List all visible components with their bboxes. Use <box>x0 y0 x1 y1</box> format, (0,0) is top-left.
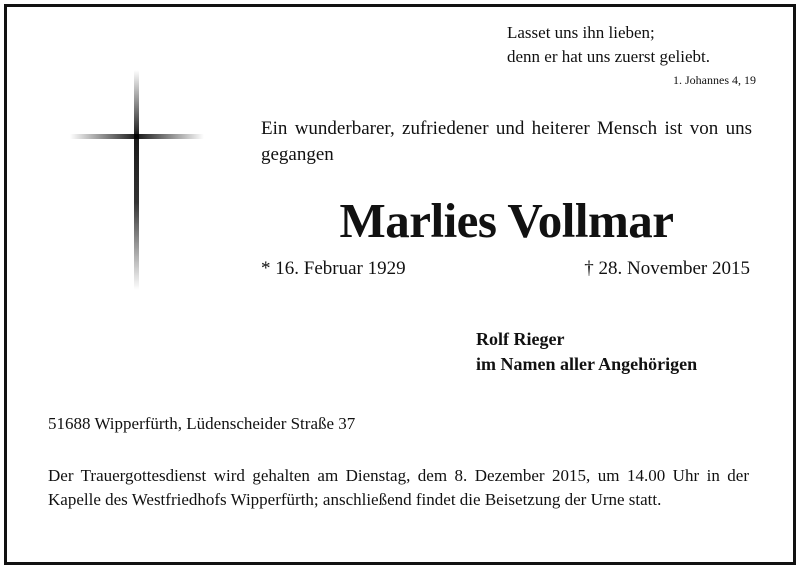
signer-block <box>476 327 697 377</box>
death-date: † 28. November 2015 <box>584 258 750 279</box>
signer-name: Rolf Rieger <box>476 329 565 349</box>
quote-line-1: Lasset uns ihn lieben; <box>507 23 655 42</box>
address: 51688 Wipperfürth, Lüdenscheider Straße 37 <box>48 414 356 433</box>
signer-on-behalf: im Namen aller Angehörigen <box>476 354 698 374</box>
birth-date: * 16. Februar 1929 <box>261 258 406 279</box>
bible-quote <box>507 21 710 69</box>
intro-text: Ein wunderbarer, zufriedener und heiterer Mensch ist von uns gegangen <box>261 118 752 165</box>
service-info: Der Trauergottesdienst wird gehalten am Dienstag, dem 8. Dezember 2015, um 14.00 Uhr in der Kapelle des Westfriedhofs Wipperfürth; anschließend findet die Beisetzung der Urne statt. <box>48 466 749 509</box>
cross-icon <box>70 70 204 290</box>
deceased-name: Marlies Vollmar <box>339 193 674 248</box>
quote-line-2: denn er hat uns zuerst geliebt. <box>507 47 710 66</box>
quote-reference: 1. Johannes 4, 19 <box>673 73 756 87</box>
